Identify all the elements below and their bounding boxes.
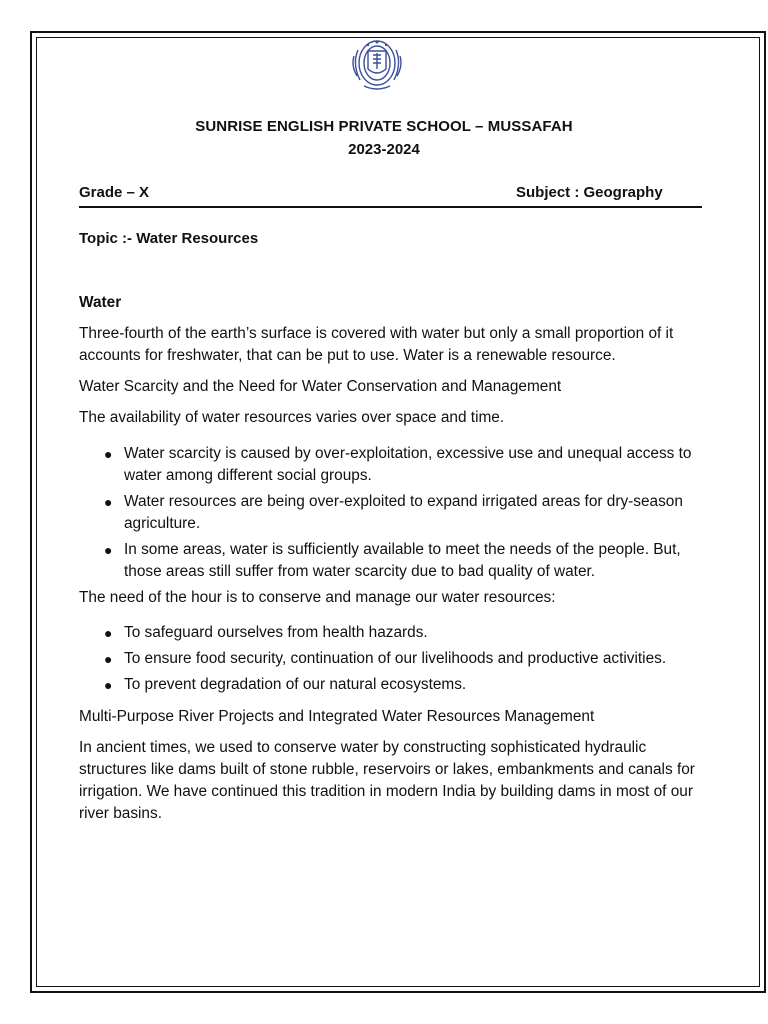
bullet-icon: ●	[104, 677, 113, 693]
paragraph-availability: The availability of water resources varies over space and time.	[79, 409, 505, 426]
subject-label: Subject : Geography	[516, 184, 663, 201]
paragraph-ancient: In ancient times, we used to conserve water by constructing sophisticated hydraulic structures like dams built of stone rubble, reservoirs or lakes, embankments and canals for irrigation. We have continued this tradition in modern India by building dams in most of our river basins.	[79, 739, 695, 822]
list-item: ● Water resources are being over-exploited to expand irrigated areas for dry-season agriculture.	[104, 493, 683, 532]
list-item: ● In some areas, water is sufficiently available to meet the needs of the people. But, those areas still suffer from water scarcity due to bad quality of water.	[104, 541, 681, 580]
scarcity-list	[79, 443, 709, 583]
section-heading-water: Water	[79, 294, 122, 311]
topic-title: Topic :- Water Resources	[79, 230, 259, 247]
list-item: ● To safeguard ourselves from health hazards.	[124, 622, 709, 644]
paragraph-intro: Three-fourth of the earth’s surface is covered with water but only a small proportion of it accounts for freshwater, that can be put to use. Water is a renewable resource.	[79, 325, 674, 364]
list-item: ● Water scarcity is caused by over-exploitation, excessive use and unequal access to water among different social groups.	[104, 445, 692, 484]
subheading-projects: Multi-Purpose River Projects and Integrated Water Resources Management	[79, 708, 595, 725]
list-item: ● To ensure food security, continuation of our livelihoods and productive activities.	[124, 648, 709, 670]
bullet-icon: ●	[104, 651, 113, 667]
academic-year: 2023-2024	[348, 141, 420, 158]
need-list	[79, 622, 709, 696]
school-crest-icon	[344, 36, 410, 92]
grade-subject-row	[79, 184, 702, 208]
bullet-icon: ●	[104, 625, 113, 641]
bullet-icon: ●	[104, 446, 113, 462]
school-name: SUNRISE ENGLISH PRIVATE SCHOOL – MUSSAFAH	[195, 118, 573, 135]
bullet-icon: ●	[104, 494, 113, 510]
document-body	[79, 292, 709, 825]
grade-label: Grade – X	[79, 184, 150, 201]
bullet-icon: ●	[104, 542, 113, 558]
subheading-scarcity: Water Scarcity and the Need for Water Conservation and Management	[79, 378, 562, 395]
paragraph-need: The need of the hour is to conserve and manage our water resources:	[79, 589, 556, 606]
list-item: ● To prevent degradation of our natural ecosystems.	[124, 674, 709, 696]
